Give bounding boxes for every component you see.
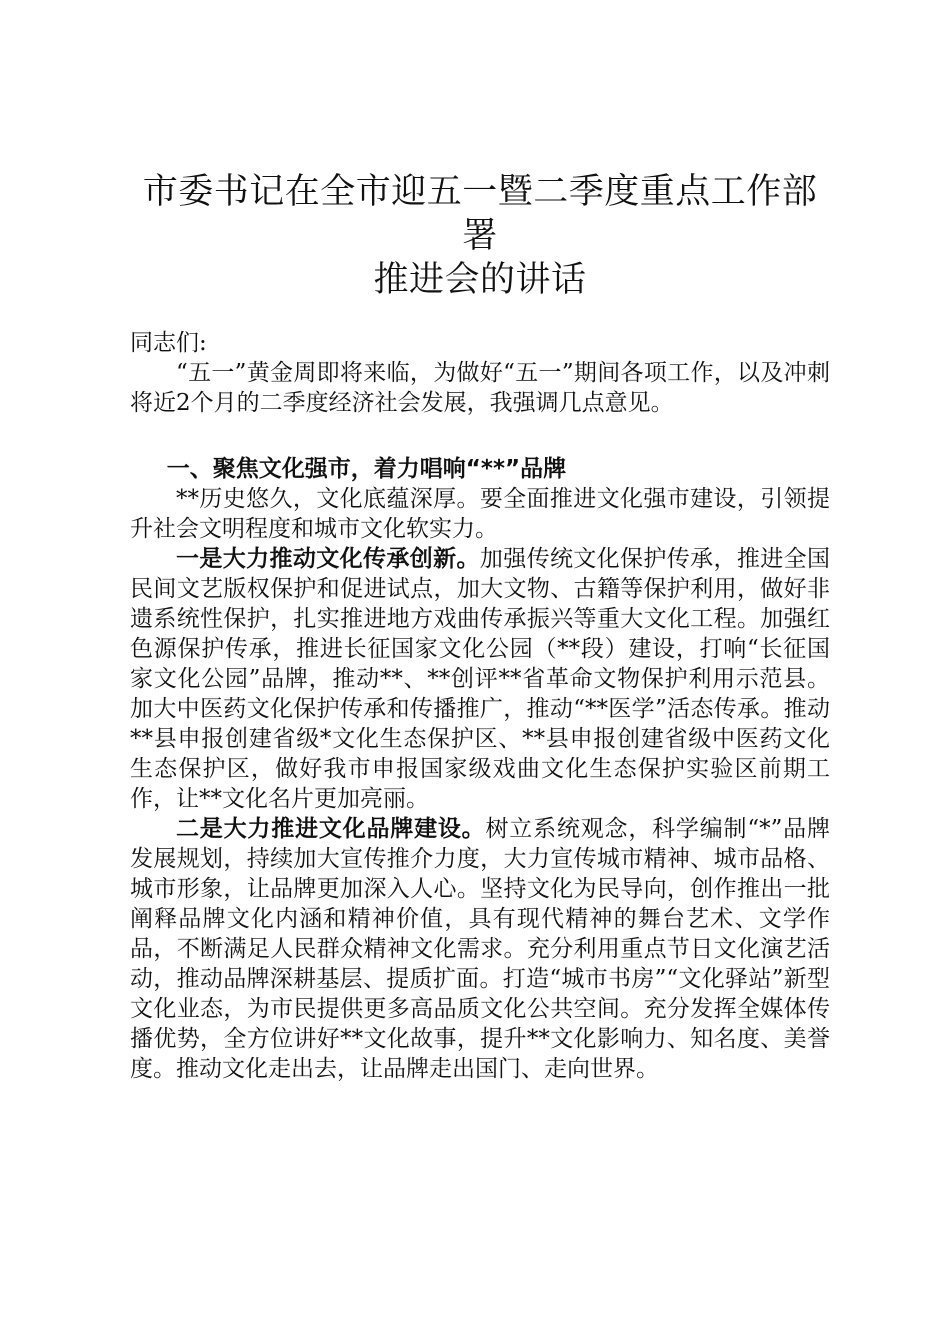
greeting: 同志们: bbox=[130, 330, 207, 356]
point-paragraph-1 bbox=[130, 544, 830, 814]
point-body-2: 树立系统观念，科学编制“*”品牌发展规划，持续加大宣传推介力度，大力宣传城市精神、城市品格、城市形象，让品牌更加深入人心。坚持文化为民导向，创作推出一批阐释品牌文化内涵和精神价值，具有现代精神的舞台艺术、文学作品，不断满足人民群众精神文化需求。充分利用重点节日文化演艺活动，推动品牌深耕基层、提质扩面。打造“城市书房”“文化驿站”新型文化业态，为市民提供更多高品质文化公共空间。充分发挥全媒体传播优势，全方位讲好**文化故事，提升**文化影响力、知名度、美誉度。推动文化走出去，让品牌走出国门、走向世界。 bbox=[130, 816, 830, 1082]
document-page bbox=[130, 170, 830, 1084]
title-line-2: 推进会的讲话 bbox=[373, 260, 587, 300]
point-lead-1: 一是大力推动文化传承创新。 bbox=[176, 546, 480, 572]
point-lead-2: 二是大力推进文化品牌建设。 bbox=[176, 816, 486, 842]
section-heading: 一、聚焦文化强市，着力唱响“**”品牌 bbox=[166, 456, 567, 482]
section-intro-paragraph: **历史悠久，文化底蕴深厚。要全面推进文化强市建设，引领提升社会文明程度和城市文化软实力。 bbox=[130, 486, 830, 542]
point-paragraph-2 bbox=[130, 814, 830, 1084]
intro-paragraph: “五一”黄金周即将来临，为做好“五一”期间各项工作，以及冲刺将近2个月的二季度经济社会发展，我强调几点意见。 bbox=[130, 360, 830, 416]
document-title bbox=[130, 170, 830, 302]
title-line-1: 市委书记在全市迎五一暨二季度重点工作部署 bbox=[142, 172, 818, 256]
point-body-1: 加强传统文化保护传承，推进全国民间文艺版权保护和促进试点，加大文物、古籍等保护利用，做好非遗系统性保护，扎实推进地方戏曲传承振兴等重大文化工程。加强红色源保护传承，推进长征国家文化公园（**段）建设，打响“长征国家文化公园”品牌，推动**、**创评**省革命文物保护利用示范县。加大中医药文化保护传承和传播推广，推动“**医学”活态传承。推动**县申报创建省级*文化生态保护区、**县申报创建省级中医药文化生态保护区，做好我市申报国家级戏曲文化生态保护实验区前期工作，让**文化名片更加亮丽。 bbox=[130, 546, 831, 812]
